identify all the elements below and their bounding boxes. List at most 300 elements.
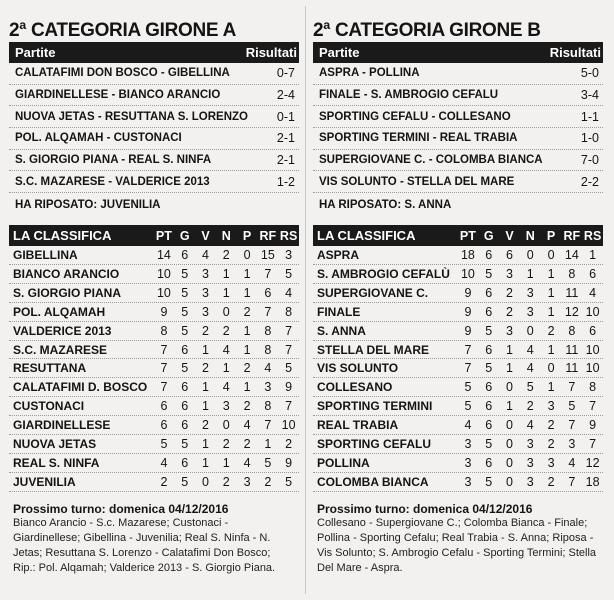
- stat-cell: 11: [565, 285, 579, 300]
- stat-cell: 7: [589, 399, 597, 414]
- stat-cell: 11: [565, 342, 579, 357]
- stat-cell: 11: [565, 361, 579, 376]
- stat-cell: 1: [202, 436, 209, 451]
- team-name: COLLESANO: [317, 380, 393, 395]
- stat-cell: 12: [585, 455, 600, 470]
- stat-cell: 4: [222, 342, 230, 357]
- stat-cell: 5: [464, 380, 472, 395]
- stat-cell: 10: [585, 342, 600, 357]
- column-header: RS: [279, 228, 298, 243]
- stat-cell: 3: [464, 474, 472, 489]
- stat-cell: 1: [547, 342, 555, 357]
- next-round-title: Prossimo turno: domenica 04/12/2016: [317, 501, 533, 516]
- column-header: PT: [459, 228, 476, 243]
- stat-cell: 3: [506, 323, 513, 338]
- match-score: 0-1: [276, 109, 295, 124]
- group-title: 2ª CATEGORIA GIRONE B: [313, 20, 541, 41]
- stat-cell: 7: [160, 380, 168, 395]
- stat-cell: 2: [506, 285, 513, 300]
- stat-cell: 5: [181, 304, 189, 319]
- stat-cell: 6: [485, 304, 493, 319]
- team-name: REAL S. NINFA: [13, 455, 100, 470]
- matches-header: [9, 42, 299, 63]
- rest-team: HA RIPOSATO: JUVENILIA: [15, 199, 161, 212]
- stat-cell: 6: [160, 399, 168, 414]
- stat-cell: 8: [285, 304, 293, 319]
- stat-cell: 2: [264, 474, 272, 489]
- standings-header: [9, 225, 299, 246]
- match-row: [313, 171, 603, 193]
- matches-header-label: Partite: [15, 45, 56, 60]
- next-round-fixtures: Bianco Arancio - S.c. Mazarese; Custonaci - Giardinellese; Gibellina - Juvenilia; Real S. Ninfa - N. Jetas; Resuttana S. Lorenzo - Calatafimi Don Bosco; Rip.: Pol. Alqamah; Valderice 2013 - S. Giorgio Piana.: [13, 516, 276, 574]
- match-row: [313, 63, 603, 85]
- standings-row: [313, 435, 603, 454]
- stat-cell: 3: [547, 455, 555, 470]
- stat-cell: 7: [264, 266, 272, 281]
- stat-cell: 4: [264, 361, 272, 376]
- stat-cell: 8: [568, 323, 576, 338]
- stat-cell: 1: [547, 380, 555, 395]
- stat-cell: 3: [202, 285, 209, 300]
- stat-cell: 3: [222, 399, 230, 414]
- stat-cell: 0: [222, 304, 230, 319]
- stat-cell: 4: [589, 285, 597, 300]
- stat-cell: 1: [547, 266, 555, 281]
- standings-title: LA CLASSIFICA: [13, 228, 112, 244]
- match-teams: S.C. MAZARESE - VALDERICE 2013: [15, 175, 210, 188]
- match-score: 7-0: [580, 153, 599, 168]
- standings-row: [313, 397, 603, 416]
- stat-cell: 1: [222, 361, 230, 376]
- stat-cell: 1: [526, 266, 534, 281]
- column-header: G: [179, 228, 190, 243]
- column-header: P: [546, 228, 556, 243]
- stat-cell: 1: [547, 304, 555, 319]
- standings-row: [313, 454, 603, 473]
- team-name: POL. ALQAMAH: [13, 304, 106, 319]
- team-name: S.C. MAZARESE: [13, 342, 108, 357]
- match-teams: FINALE - S. AMBROGIO CEFALU: [319, 89, 499, 102]
- team-name: CUSTONACI: [13, 399, 85, 414]
- stat-cell: 6: [181, 455, 189, 470]
- stat-cell: 3: [526, 474, 534, 489]
- standings-row: [9, 473, 299, 492]
- stat-cell: 6: [485, 418, 493, 433]
- stat-cell: 6: [181, 248, 189, 263]
- column-header: RF: [259, 228, 277, 243]
- stat-cell: 1: [202, 380, 209, 395]
- stat-cell: 5: [181, 285, 189, 300]
- standings-row: [9, 303, 299, 322]
- stat-cell: 8: [589, 380, 597, 395]
- stat-cell: 3: [264, 380, 272, 395]
- team-name: S. GIORGIO PIANA: [13, 285, 122, 300]
- matches-header-label: Partite: [319, 45, 360, 60]
- stat-cell: 4: [160, 455, 168, 470]
- stat-cell: 5: [526, 380, 534, 395]
- stat-cell: 3: [568, 436, 576, 451]
- stat-cell: 7: [464, 361, 472, 376]
- stat-cell: 1: [264, 436, 272, 451]
- stat-cell: 5: [485, 323, 493, 338]
- stat-cell: 7: [568, 380, 576, 395]
- stat-cell: 0: [222, 418, 230, 433]
- stat-cell: 0: [547, 248, 555, 263]
- stat-cell: 6: [485, 455, 493, 470]
- results-header-label: Risultati: [245, 45, 297, 60]
- stat-cell: 8: [568, 266, 576, 281]
- team-name: RESUTTANA: [13, 361, 87, 376]
- stat-cell: 7: [568, 418, 576, 433]
- stat-cell: 9: [589, 418, 597, 433]
- stat-cell: 2: [202, 361, 209, 376]
- standings-title: LA CLASSIFICA: [317, 228, 416, 244]
- stat-cell: 2: [222, 436, 230, 451]
- standings-row: [9, 284, 299, 303]
- stat-cell: 3: [464, 436, 472, 451]
- stat-cell: 1: [243, 285, 251, 300]
- column-header: P: [242, 228, 252, 243]
- stat-cell: 0: [506, 474, 513, 489]
- stat-cell: 9: [160, 304, 168, 319]
- stat-cell: 5: [285, 266, 293, 281]
- girone-b-column: [313, 0, 603, 576]
- stat-cell: 2: [547, 418, 555, 433]
- match-teams: ASPRA - POLLINA: [319, 67, 420, 80]
- stat-cell: 6: [485, 248, 493, 263]
- team-name: BIANCO ARANCIO: [13, 266, 120, 281]
- stat-cell: 2: [222, 248, 230, 263]
- match-score: 0-7: [276, 66, 295, 81]
- stat-cell: 9: [285, 455, 293, 470]
- stat-cell: 6: [485, 399, 493, 414]
- stat-cell: 1: [506, 399, 513, 414]
- team-name: SPORTING CEFALU: [317, 436, 432, 451]
- match-row: [9, 106, 299, 128]
- match-score: 5-0: [580, 66, 599, 81]
- stat-cell: 6: [589, 323, 597, 338]
- stat-cell: 0: [243, 248, 251, 263]
- stat-cell: 2: [506, 304, 513, 319]
- results-header-label: Risultati: [549, 45, 601, 60]
- team-name: GIBELLINA: [13, 248, 78, 263]
- stat-cell: 2: [222, 323, 230, 338]
- stat-cell: 7: [285, 399, 293, 414]
- match-teams: SPORTING TERMINI - REAL TRABIA: [319, 132, 518, 145]
- stat-cell: 8: [160, 323, 168, 338]
- stat-cell: 3: [202, 266, 209, 281]
- stat-cell: 2: [243, 304, 251, 319]
- stat-cell: 4: [526, 342, 534, 357]
- match-row: [313, 128, 603, 150]
- stat-cell: 5: [181, 436, 189, 451]
- standings-row: [9, 246, 299, 265]
- stat-cell: 4: [243, 418, 251, 433]
- match-score: 1-2: [276, 174, 295, 189]
- stat-cell: 6: [181, 342, 189, 357]
- stat-cell: 5: [285, 361, 293, 376]
- stat-cell: 3: [526, 285, 534, 300]
- standings-row: [9, 322, 299, 341]
- stat-cell: 18: [585, 474, 600, 489]
- match-teams: SUPERGIOVANE C. - COLOMBA BIANCA: [319, 154, 543, 167]
- match-score: 2-1: [276, 131, 295, 146]
- standings-row: [9, 397, 299, 416]
- match-score: 1-0: [580, 131, 599, 146]
- standings-row: [9, 265, 299, 284]
- match-score: 2-4: [276, 88, 295, 103]
- stat-cell: 7: [568, 474, 576, 489]
- stat-cell: 7: [589, 436, 597, 451]
- stat-cell: 3: [547, 399, 555, 414]
- stat-cell: 0: [526, 323, 534, 338]
- stat-cell: 6: [264, 285, 272, 300]
- stat-cell: 6: [181, 380, 189, 395]
- standings-row: [9, 378, 299, 397]
- match-score: 1-1: [580, 109, 599, 124]
- stat-cell: 1: [202, 399, 209, 414]
- stat-cell: 10: [585, 304, 600, 319]
- stat-cell: 2: [160, 474, 168, 489]
- stat-cell: 2: [202, 323, 209, 338]
- stat-cell: 8: [264, 399, 272, 414]
- stat-cell: 6: [485, 342, 493, 357]
- stat-cell: 3: [243, 474, 251, 489]
- stat-cell: 5: [181, 474, 189, 489]
- stat-cell: 7: [285, 342, 293, 357]
- stat-cell: 6: [181, 399, 189, 414]
- standings-row: [313, 284, 603, 303]
- standings-row: [9, 359, 299, 378]
- stat-cell: 1: [506, 361, 513, 376]
- stat-cell: 2: [202, 418, 209, 433]
- stat-cell: 4: [285, 285, 293, 300]
- stat-cell: 10: [585, 361, 600, 376]
- stat-cell: 7: [160, 342, 168, 357]
- match-row: [313, 150, 603, 172]
- stat-cell: 5: [464, 399, 472, 414]
- stat-cell: 5: [568, 399, 576, 414]
- stat-cell: 1: [243, 342, 251, 357]
- stat-cell: 9: [464, 285, 472, 300]
- column-header: N: [525, 228, 535, 243]
- spacer: [313, 217, 603, 225]
- stat-cell: 10: [460, 266, 475, 281]
- standings-row: [313, 246, 603, 265]
- next-round-title: Prossimo turno: domenica 04/12/2016: [13, 501, 229, 516]
- match-teams: POL. ALQAMAH - CUSTONACI: [15, 132, 182, 145]
- stat-cell: 2: [243, 361, 251, 376]
- standings-row: [9, 416, 299, 435]
- match-row: [313, 106, 603, 128]
- stat-cell: 5: [485, 436, 493, 451]
- team-name: S. AMBROGIO CEFALÙ: [317, 266, 450, 281]
- girone-a-column: [9, 0, 299, 576]
- stat-cell: 3: [526, 455, 534, 470]
- stat-cell: 3: [506, 266, 513, 281]
- stat-cell: 0: [526, 248, 534, 263]
- match-row: [9, 128, 299, 150]
- matches-header: [313, 42, 603, 63]
- standings-row: [9, 341, 299, 360]
- rest-team: HA RIPOSATO: S. ANNA: [319, 199, 452, 212]
- stat-cell: 3: [464, 455, 472, 470]
- stat-cell: 7: [264, 304, 272, 319]
- stat-cell: 10: [156, 285, 171, 300]
- column-header: V: [201, 228, 210, 243]
- stat-cell: 10: [281, 418, 296, 433]
- standings-row: [9, 454, 299, 473]
- stat-cell: 1: [222, 266, 230, 281]
- stat-cell: 7: [464, 342, 472, 357]
- team-name: SUPERGIOVANE C.: [317, 285, 429, 300]
- stat-cell: 6: [160, 418, 168, 433]
- stat-cell: 1: [589, 248, 597, 263]
- stat-cell: 2: [243, 436, 251, 451]
- stat-cell: 7: [264, 418, 272, 433]
- stat-cell: 6: [181, 418, 189, 433]
- stat-cell: 1: [243, 266, 251, 281]
- stat-cell: 2: [526, 399, 534, 414]
- stat-cell: 1: [243, 380, 251, 395]
- stat-cell: 1: [222, 455, 230, 470]
- stat-cell: 3: [285, 248, 293, 263]
- team-name: FINALE: [317, 304, 361, 319]
- match-row: [9, 85, 299, 107]
- stat-cell: 4: [526, 418, 534, 433]
- team-name: STELLA DEL MARE: [317, 342, 430, 357]
- team-name: SPORTING TERMINI: [317, 399, 433, 414]
- team-name: S. ANNA: [317, 323, 366, 338]
- stat-cell: 8: [264, 323, 272, 338]
- standings-row: [313, 359, 603, 378]
- team-name: POLLINA: [317, 455, 370, 470]
- match-row: [9, 150, 299, 172]
- stat-cell: 2: [547, 474, 555, 489]
- stat-cell: 2: [285, 436, 293, 451]
- team-name: ASPRA: [317, 248, 360, 263]
- stat-cell: 4: [222, 380, 230, 395]
- standings-row: [313, 378, 603, 397]
- stat-cell: 5: [264, 455, 272, 470]
- stat-cell: 8: [264, 342, 272, 357]
- team-name: COLOMBA BIANCA: [317, 474, 429, 489]
- column-divider: [305, 6, 306, 594]
- stat-cell: 0: [202, 474, 209, 489]
- match-teams: CALATAFIMI DON BOSCO - GIBELLINA: [15, 67, 230, 80]
- stat-cell: 4: [464, 418, 472, 433]
- match-teams: GIARDINELLESE - BIANCO ARANCIO: [15, 89, 221, 102]
- standings-row: [9, 435, 299, 454]
- stat-cell: 14: [564, 248, 579, 263]
- stat-cell: 3: [526, 436, 534, 451]
- stat-cell: 0: [506, 436, 513, 451]
- column-header: RS: [583, 228, 602, 243]
- standings-row: [313, 265, 603, 284]
- stat-cell: 2: [243, 399, 251, 414]
- team-name: NUOVA JETAS: [13, 436, 97, 451]
- standings-row: [313, 473, 603, 492]
- stat-cell: 1: [547, 285, 555, 300]
- match-row: [313, 85, 603, 107]
- stat-cell: 0: [506, 455, 513, 470]
- column-header: V: [505, 228, 514, 243]
- stat-cell: 3: [526, 304, 534, 319]
- stat-cell: 9: [285, 380, 293, 395]
- team-name: JUVENILIA: [13, 474, 76, 489]
- match-teams: VIS SOLUNTO - STELLA DEL MARE: [319, 175, 515, 188]
- standings-row: [313, 416, 603, 435]
- column-header: RF: [563, 228, 581, 243]
- column-header: G: [483, 228, 494, 243]
- stat-cell: 1: [506, 342, 513, 357]
- stat-cell: 5: [181, 266, 189, 281]
- next-round-fixtures: Collesano - Supergiovane C.; Colomba Bianca - Finale; Pollina - Sporting Cefalu; Real Trabia - S. Anna; Riposa - Vis Solunto; S. Ambrogio Cefalu - Sporting Termini; Stella Del Mare - Aspra.: [317, 516, 597, 574]
- stat-cell: 12: [564, 304, 579, 319]
- stat-cell: 1: [243, 323, 251, 338]
- stat-cell: 10: [156, 266, 171, 281]
- stat-cell: 2: [222, 474, 230, 489]
- stat-cell: 1: [202, 342, 209, 357]
- stat-cell: 5: [160, 436, 168, 451]
- column-header: PT: [155, 228, 172, 243]
- team-name: REAL TRABIA: [317, 418, 399, 433]
- stat-cell: 4: [526, 361, 534, 376]
- stat-cell: 9: [464, 304, 472, 319]
- stat-cell: 5: [181, 323, 189, 338]
- team-name: VIS SOLUNTO: [317, 361, 399, 376]
- match-score: 2-2: [580, 174, 599, 189]
- stat-cell: 5: [485, 474, 493, 489]
- match-teams: NUOVA JETAS - RESUTTANA S. LORENZO: [15, 110, 248, 123]
- standings-row: [313, 341, 603, 360]
- stat-cell: 6: [485, 285, 493, 300]
- stat-cell: 7: [160, 361, 168, 376]
- stat-cell: 5: [181, 361, 189, 376]
- stat-cell: 1: [222, 285, 230, 300]
- stat-cell: 0: [506, 418, 513, 433]
- match-teams: SPORTING CEFALU - COLLESANO: [319, 110, 511, 123]
- standings-header: [313, 225, 603, 246]
- stat-cell: 4: [568, 455, 576, 470]
- stat-cell: 18: [460, 248, 475, 263]
- standings-row: [313, 322, 603, 341]
- standings-row: [313, 303, 603, 322]
- match-row: [9, 171, 299, 193]
- stat-cell: 0: [547, 361, 555, 376]
- match-teams: S. GIORGIO PIANA - REAL S. NINFA: [15, 154, 212, 167]
- match-row: [9, 63, 299, 85]
- stat-cell: 6: [589, 266, 597, 281]
- stat-cell: 15: [260, 248, 275, 263]
- stat-cell: 1: [202, 455, 209, 470]
- spacer: [9, 217, 299, 225]
- stat-cell: 4: [202, 248, 209, 263]
- match-score: 3-4: [580, 88, 599, 103]
- stat-cell: 4: [243, 455, 251, 470]
- stat-cell: 2: [547, 436, 555, 451]
- stat-cell: 7: [285, 323, 293, 338]
- column-header: N: [221, 228, 231, 243]
- stat-cell: 3: [202, 304, 209, 319]
- stat-cell: 14: [156, 248, 171, 263]
- team-name: CALATAFIMI D. BOSCO: [13, 380, 148, 395]
- team-name: VALDERICE 2013: [13, 323, 112, 338]
- stat-cell: 0: [506, 380, 513, 395]
- team-name: GIARDINELLESE: [13, 418, 111, 433]
- stat-cell: 5: [485, 361, 493, 376]
- stat-cell: 9: [464, 323, 472, 338]
